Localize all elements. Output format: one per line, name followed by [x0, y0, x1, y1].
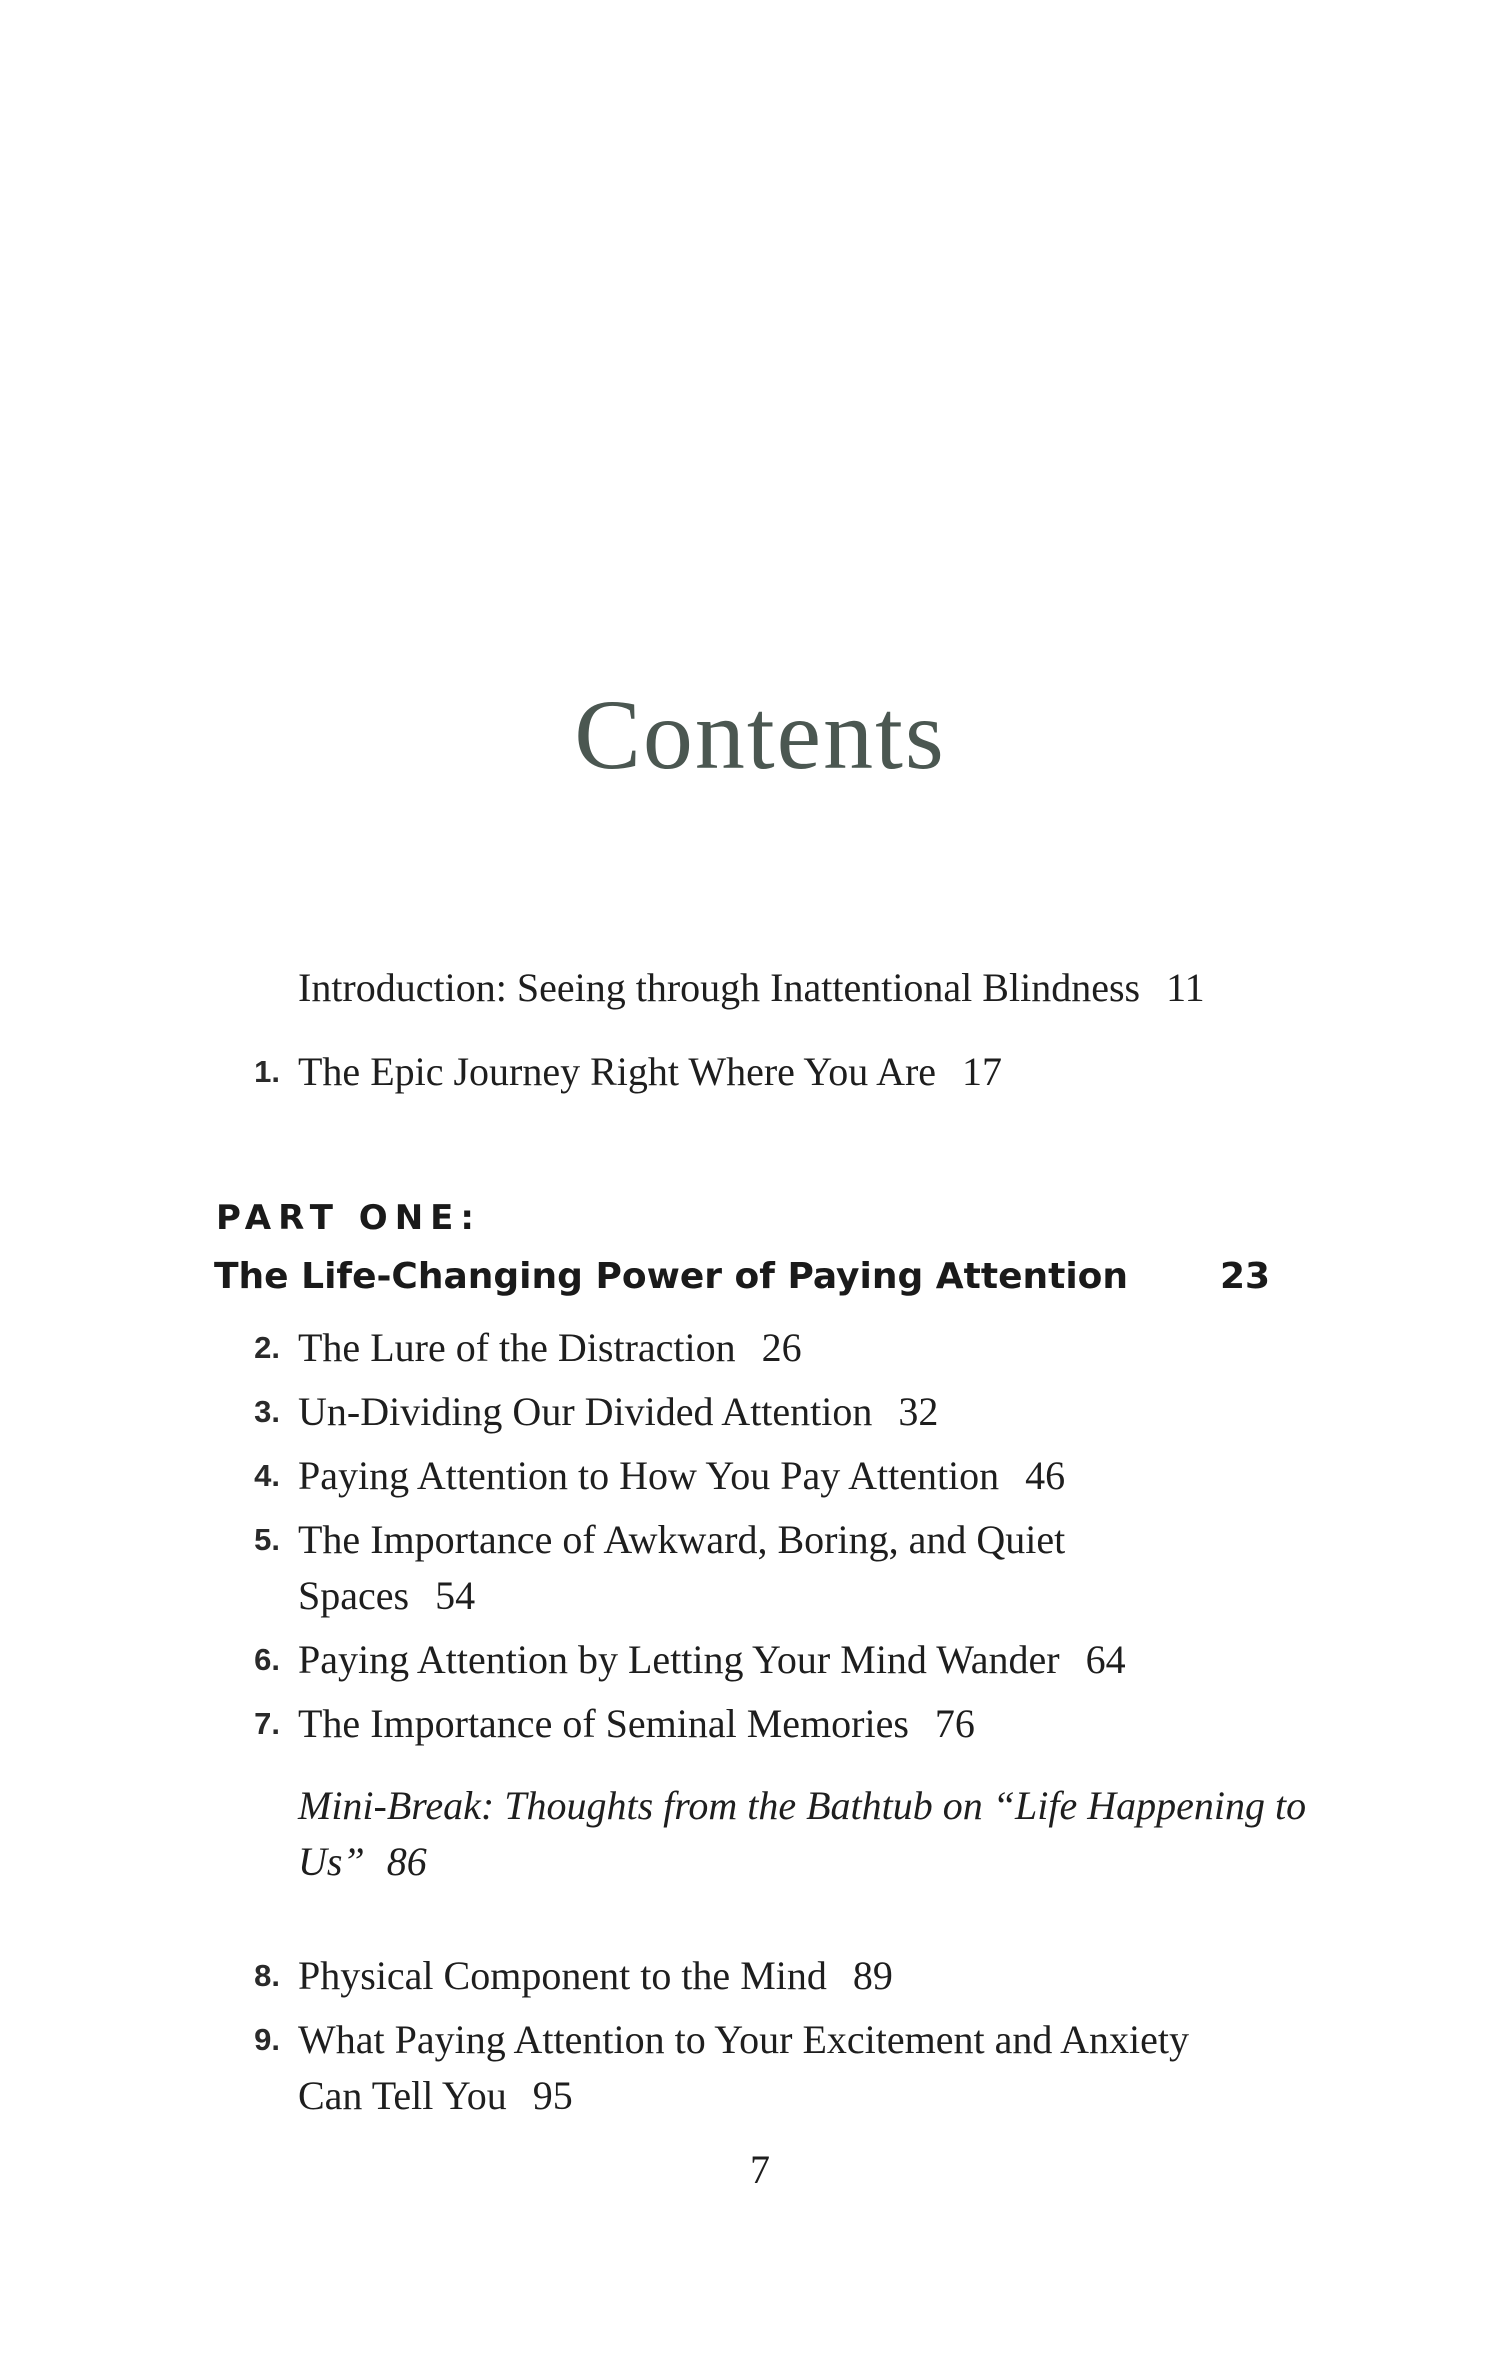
entry-title: What Paying Attention to Your Excitement and Anxiety	[298, 2017, 1190, 2062]
chapter-number: 1.	[254, 1054, 280, 1089]
part-title: The Life-Changing Power of Paying Attention	[214, 1256, 1129, 1297]
entry-page: 64	[1085, 1637, 1126, 1682]
entry-page: 76	[934, 1701, 975, 1746]
entry-title: The Importance of Seminal Memories	[298, 1701, 909, 1746]
entry-title: Mini-Break: Thoughts from the Bathtub on “Life Happening to Us”	[298, 1783, 1307, 1884]
chapter-number: 7.	[254, 1706, 280, 1741]
entry-page: 46	[1025, 1453, 1066, 1498]
entry-title-continued: Spaces	[298, 1573, 410, 1618]
entry-title: The Epic Journey Right Where You Are	[298, 1049, 937, 1094]
entry-title: Paying Attention to How You Pay Attention	[298, 1453, 1000, 1498]
chapter-number: 6.	[254, 1642, 280, 1677]
entry-title: Introduction: Seeing through Inattentional Blindness	[298, 965, 1141, 1010]
entry-page: 17	[962, 1049, 1003, 1094]
entry-page: 11	[1166, 965, 1205, 1010]
part-label: PART ONE:	[216, 1198, 481, 1238]
page-title: Contents	[574, 679, 946, 790]
chapter-number: 4.	[254, 1458, 280, 1493]
toc-entry-introduction	[298, 960, 1205, 1016]
entry-title: Physical Component to the Mind	[298, 1953, 827, 1998]
entry-page: 26	[761, 1325, 802, 1370]
chapter-number: 5.	[254, 1522, 280, 1557]
entry-title: The Importance of Awkward, Boring, and Quiet	[298, 1517, 1066, 1562]
toc-entry-chapter-9	[0, 2012, 1500, 2124]
entry-page: 95	[532, 2073, 573, 2118]
entry-title: Paying Attention by Letting Your Mind Wander	[298, 1637, 1060, 1682]
entry-page: 86	[386, 1839, 427, 1884]
entry-page: 32	[898, 1389, 939, 1434]
chapter-number: 8.	[254, 1958, 280, 1993]
chapter-number: 9.	[254, 2022, 280, 2057]
entry-title: The Lure of the Distraction	[298, 1325, 736, 1370]
part-page: 23	[1220, 1256, 1271, 1297]
toc-entry-chapter-5	[0, 1512, 1500, 1624]
entry-title: Un-Dividing Our Divided Attention	[298, 1389, 873, 1434]
entry-page: 54	[435, 1573, 476, 1618]
entry-page: 89	[852, 1953, 893, 1998]
toc-entry-mini-break	[298, 1778, 1328, 1890]
chapter-number: 3.	[254, 1394, 280, 1429]
page-number: 7	[750, 2147, 770, 2192]
chapter-number: 2.	[254, 1330, 280, 1365]
entry-title-continued: Can Tell You	[298, 2073, 507, 2118]
